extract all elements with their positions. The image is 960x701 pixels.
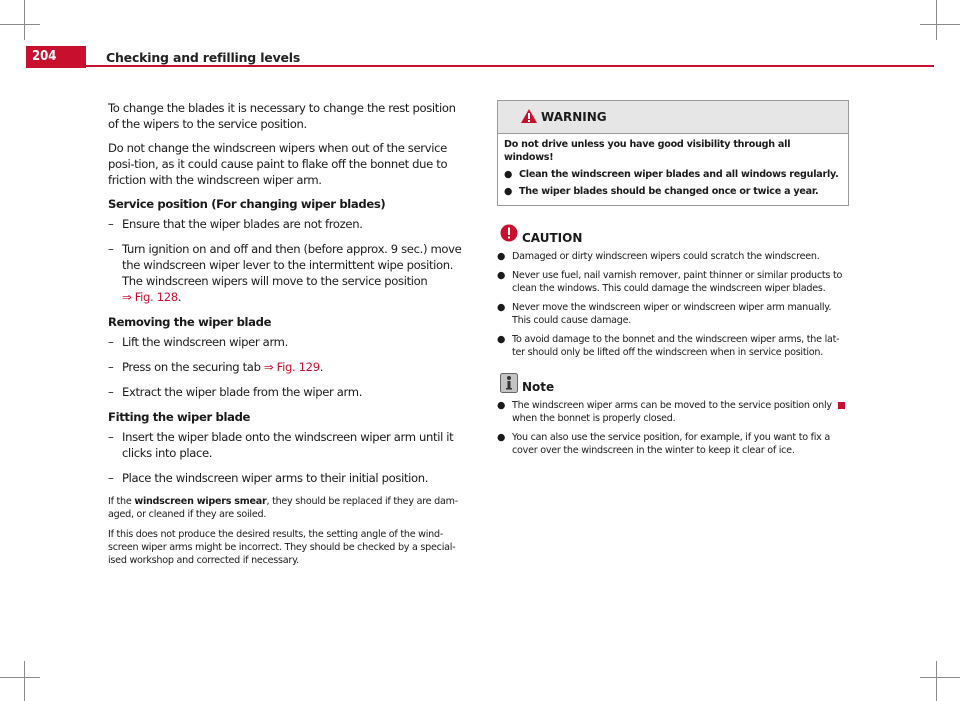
warning-bullet — [504, 168, 842, 181]
crop-mark — [0, 24, 40, 25]
bullet-marker: ● — [497, 302, 506, 313]
bullet-text: Damaged or dirty windscreen wipers could scratch the windscreen. — [512, 251, 820, 262]
note-body — [497, 399, 849, 457]
dash-marker: – — [108, 430, 114, 444]
step-text: Ensure that the wiper blades are not frozen. — [122, 217, 363, 231]
running-header-title: Checking and refilling levels — [106, 50, 301, 65]
section-end-marker — [838, 402, 845, 409]
intro-paragraph: Do not change the windscreen wipers when out of the service posi-tion, as it could cause paint to flake off the bonnet due to friction with the windscreen wiper arm. — [108, 141, 448, 187]
warning-label: WARNING — [541, 110, 607, 124]
fitting-heading: Fitting the wiper blade — [108, 410, 251, 424]
smear-paragraph — [108, 495, 468, 521]
note-bullet — [497, 399, 849, 425]
figure-reference-link[interactable]: ⇒ Fig. 129 — [263, 360, 320, 374]
left-column — [108, 100, 468, 574]
crop-mark — [920, 24, 960, 25]
caution-bullet — [497, 333, 849, 359]
crop-mark — [24, 661, 25, 701]
service-step — [108, 241, 468, 305]
step-text: Insert the wiper blade onto the windscreen wiper arm until it clicks into place. — [122, 430, 454, 460]
caution-exclamation-icon — [500, 224, 518, 242]
smear-pre: If the — [108, 496, 132, 507]
step-text: Extract the wiper blade from the wiper arm. — [122, 385, 363, 399]
service-step — [108, 216, 468, 232]
caution-bullet — [497, 269, 849, 295]
bullet-text: The windscreen wiper arms can be moved to the service position only when the bonnet is properly closed. — [512, 400, 832, 424]
bullet-marker: ● — [504, 186, 513, 197]
bullet-text: The wiper blades should be changed once or twice a year. — [519, 186, 819, 197]
bullet-text: You can also use the service position, for example, if you want to fix a cover over the windscreen in the winter to keep it clear of ice. — [512, 432, 831, 456]
fitting-step — [108, 470, 468, 486]
fitting-step — [108, 429, 468, 461]
figure-reference-link[interactable]: ⇒ Fig. 128 — [122, 290, 178, 304]
warning-bullet — [504, 185, 842, 198]
dash-marker: – — [108, 242, 114, 256]
bullet-text: To avoid damage to the bonnet and the windscreen wiper arms, the lat-ter should only be lifted off the windscreen when in service position. — [512, 334, 840, 358]
dash-marker: – — [108, 471, 114, 485]
period: . — [177, 290, 182, 304]
step-text: Place the windscreen wiper arms to their initial position. — [122, 471, 429, 485]
dash-marker: – — [108, 385, 114, 399]
bullet-marker: ● — [504, 169, 513, 180]
removing-step — [108, 384, 468, 400]
crop-mark — [936, 661, 937, 701]
bullet-marker: ● — [497, 400, 506, 411]
note-header — [497, 373, 849, 399]
header-rule — [86, 65, 934, 67]
note-label: Note — [522, 380, 555, 394]
step-text: Lift the windscreen wiper arm. — [122, 335, 288, 349]
angle-paragraph: If this does not produce the desired results, the setting angle of the wind-screen wiper arms might be incorrect. They should be checked by a special-ised workshop and corrected if necessary. — [108, 529, 456, 566]
note-info-icon — [500, 373, 518, 393]
bullet-text: Clean the windscreen wiper blades and all windows regularly. — [519, 169, 839, 180]
bullet-marker: ● — [497, 251, 506, 262]
smear-post: , they should be replaced if they are dam-aged, or cleaned if they are soiled. — [108, 496, 458, 520]
page-number: 204 — [26, 46, 86, 68]
dash-marker: – — [108, 360, 114, 374]
caution-bullet — [497, 301, 849, 327]
caution-body — [497, 250, 849, 359]
crop-mark — [0, 677, 40, 678]
caution-bullet — [497, 250, 849, 263]
bullet-text: Never move the windscreen wiper or windscreen wiper arm manually. This could cause damage. — [512, 302, 832, 326]
warning-header — [498, 101, 848, 134]
caution-label: CAUTION — [522, 231, 583, 245]
dash-marker: – — [108, 335, 114, 349]
removing-step — [108, 334, 468, 350]
caution-header — [497, 224, 849, 250]
bullet-marker: ● — [497, 270, 506, 281]
warning-line: Do not drive unless you have good visibility through all windows! — [504, 139, 791, 163]
bullet-text: Never use fuel, nail varnish remover, paint thinner or similar products to clean the windows. This could damage the windscreen wiper blades. — [512, 270, 843, 294]
note-bullet — [497, 431, 849, 457]
step-text: Press on the securing tab — [122, 360, 261, 374]
warning-body — [498, 134, 848, 205]
period: . — [319, 360, 324, 374]
right-column — [497, 100, 849, 463]
crop-mark — [920, 677, 960, 678]
warning-box — [497, 100, 849, 206]
service-position-heading: Service position (For changing wiper blades) — [108, 197, 386, 211]
warning-triangle-icon — [520, 108, 538, 124]
intro-paragraph: To change the blades it is necessary to change the rest position of the wipers to the service position. — [108, 101, 456, 131]
removing-heading: Removing the wiper blade — [108, 315, 272, 329]
crop-mark — [24, 0, 25, 40]
crop-mark — [936, 0, 937, 40]
dash-marker: – — [108, 217, 114, 231]
bullet-marker: ● — [497, 432, 506, 443]
bullet-marker: ● — [497, 334, 506, 345]
smear-bold: windscreen wipers smear — [134, 496, 267, 507]
step-text: Turn ignition on and off and then (before approx. 9 sec.) move the windscreen wiper lever to the intermittent wipe position. The windscreen wipers will move to the service position — [122, 242, 462, 288]
removing-step — [108, 359, 468, 375]
